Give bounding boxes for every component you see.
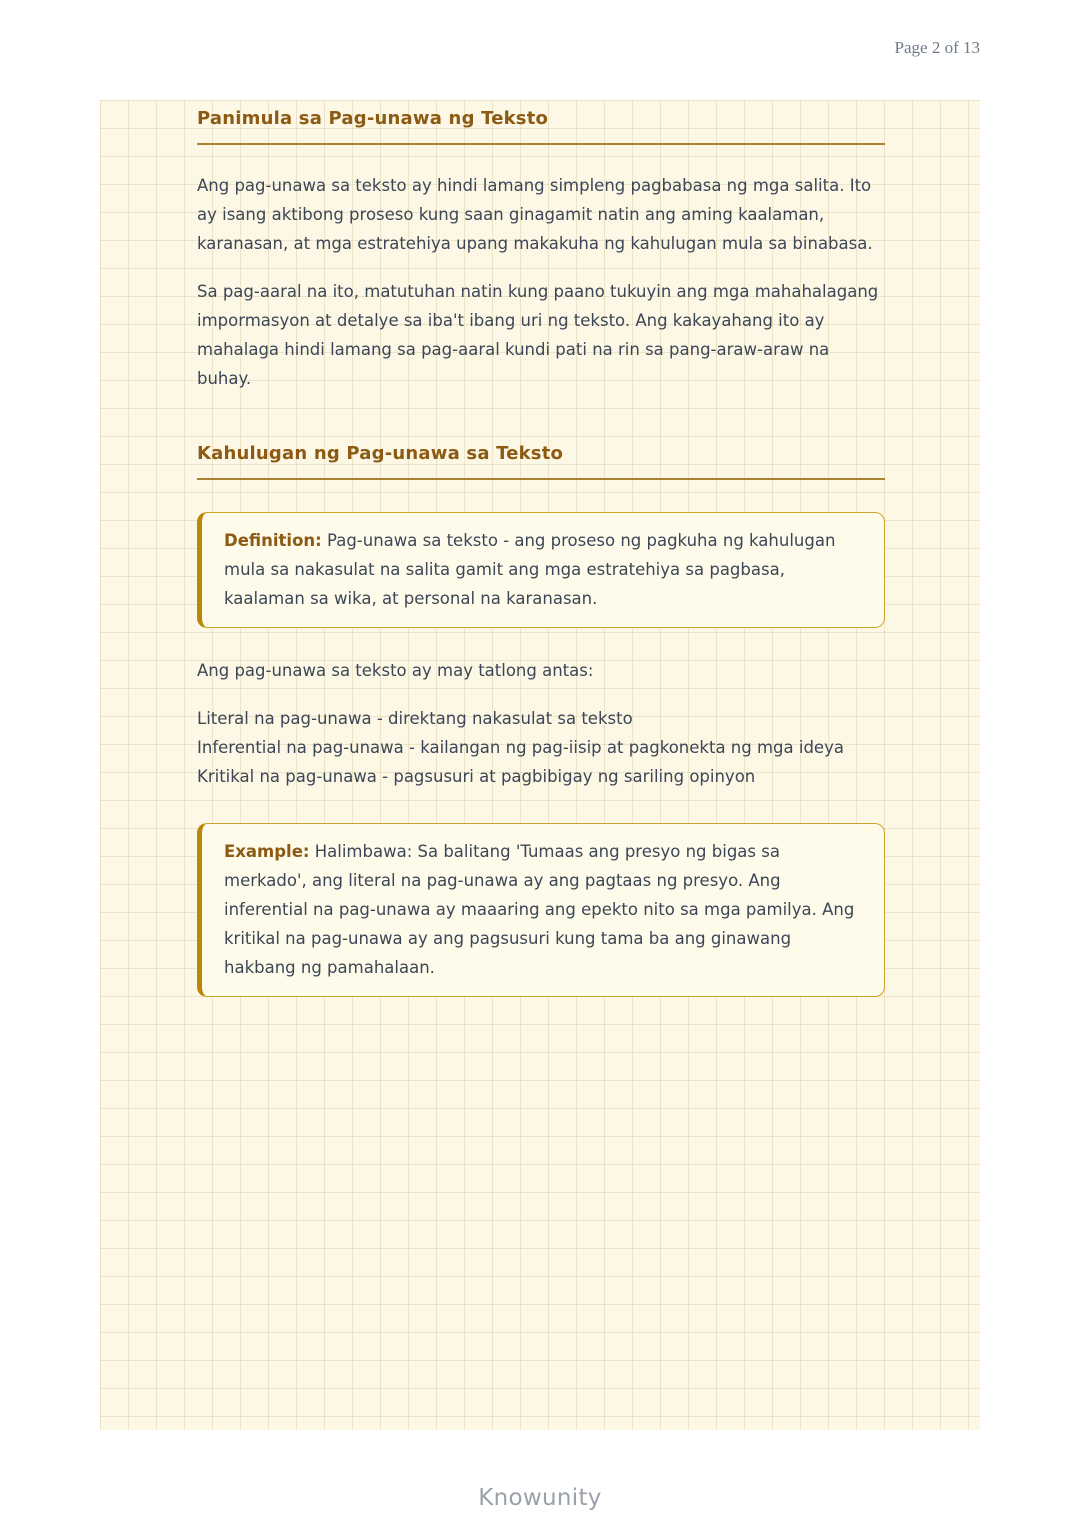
levels-list xyxy=(197,704,885,791)
page-indicator: Page 2 of 13 xyxy=(894,38,980,57)
section-heading-panimula: Panimula sa Pag-unawa ng Teksto xyxy=(197,102,885,145)
definition-box xyxy=(197,512,885,628)
level-kritikal: Kritikal na pag-unawa - pagsusuri at pagbibigay ng sariling opinyon xyxy=(197,767,756,786)
level-inferential: Inferential na pag-unawa - kailangan ng pag-iisip at pagkonekta ng mga ideya xyxy=(197,738,844,757)
definition-label: Definition: xyxy=(224,531,322,550)
notebook-paper xyxy=(100,100,980,1430)
example-box xyxy=(197,823,885,997)
level-literal: Literal na pag-unawa - direktang nakasulat sa teksto xyxy=(197,709,633,728)
intro-paragraph-2: Sa pag-aaral na ito, matutuhan natin kung paano tukuyin ang mga mahahalagang impormasyon at detalye sa iba't ibang uri ng teksto. Ang kakayahang ito ay mahalaga hindi lamang sa pag-aaral kundi pati na rin sa pang-araw-araw na buhay. xyxy=(197,282,879,388)
footer-brand: Knowunity xyxy=(478,1485,602,1511)
intro-paragraph-1: Ang pag-unawa sa teksto ay hindi lamang simpleng pagbabasa ng mga salita. Ito ay isang aktibong proseso kung saan ginagamit natin ang aming kaalaman, karanasan, at mga estratehiya upang makakuha ng kahulugan mula sa binabasa. xyxy=(197,176,873,253)
example-label: Example: xyxy=(224,842,310,861)
definition-text: Pag-unawa sa teksto - ang proseso ng pagkuha ng kahulugan mula sa nakasulat na salita gamit ang mga estratehiya sa pagbasa, kaalaman sa wika, at personal na karanasan. xyxy=(224,531,836,608)
section-heading-kahulugan: Kahulugan ng Pag-unawa sa Teksto xyxy=(197,437,885,480)
document-content xyxy=(100,100,980,997)
example-text: Halimbawa: Sa balitang 'Tumaas ang presyo ng bigas sa merkado', ang literal na pag-unawa ay ang pagtaas ng presyo. Ang inferential na pag-unawa ay maaaring ang epekto nito sa mga pamilya. Ang kritikal na pag-unawa ay ang pagsusuri kung tama ba ang ginawang hakbang ng pamahalaan. xyxy=(224,842,855,977)
levels-intro-text: Ang pag-unawa sa teksto ay may tatlong antas: xyxy=(197,661,594,680)
